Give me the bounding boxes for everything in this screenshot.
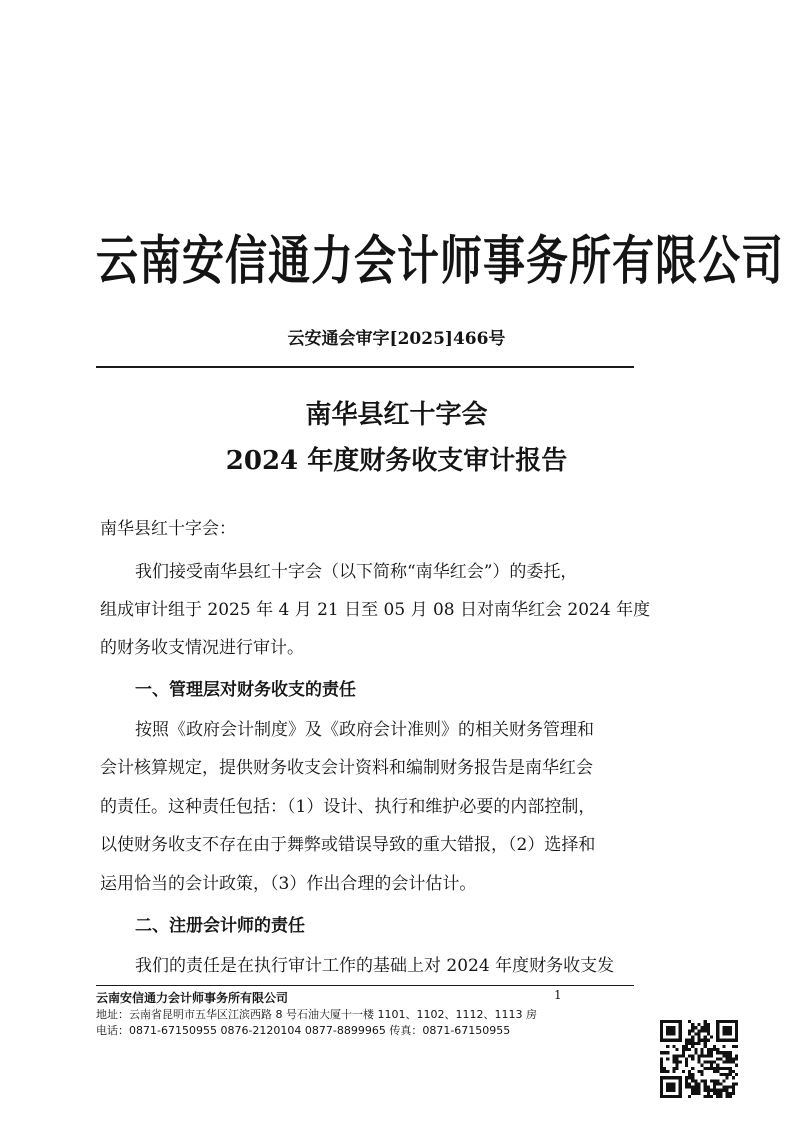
paragraph-line: 的责任。这种责任包括：（1）设计、执行和维护必要的内部控制，	[100, 797, 596, 817]
header-divider	[96, 366, 634, 368]
paragraph-line: 的财务收支情况进行审计。	[100, 638, 304, 658]
paragraph-line: 以使财务收支不存在由于舞弊或错误导致的重大错报，（2）选择和	[100, 835, 596, 855]
page-number: 1	[554, 988, 562, 1002]
qr-code-icon	[660, 1020, 738, 1098]
paragraph-line: 组成审计组于 2025 年 4 月 21 日至 05 月 08 日对南华红会 2024 年度	[100, 600, 651, 620]
paragraph-line: 按照《政府会计制度》及《政府会计准则》的相关财务管理和	[135, 720, 594, 740]
footer-address: 地址：云南省昆明市五华区江滨西路 8 号石油大厦十一楼 1101、1102、1112、1113 房	[96, 1008, 537, 1021]
document-number: 云安通会审字[2025]466号	[287, 329, 506, 349]
section-heading: 二、注册会计师的责任	[135, 916, 305, 936]
footer-phone: 电话：0871-67150955 0876-2120104 0877-8899965 传真：0871-67150955	[96, 1024, 511, 1037]
footer-divider	[96, 985, 634, 986]
paragraph-line: 会计核算规定，提供财务收支会计资料和编制财务报告是南华红会	[100, 758, 593, 778]
section-heading: 一、管理层对财务收支的责任	[135, 680, 356, 700]
footer-firm-name: 云南安信通力会计师事务所有限公司	[96, 991, 289, 1005]
report-title-line1: 南华县红十字会	[305, 400, 488, 430]
paragraph-line: 我们的责任是在执行审计工作的基础上对 2024 年度财务收支发	[135, 956, 615, 976]
firm-name-heading: 云南安信通力会计师事务所有限公司	[96, 229, 785, 291]
paragraph-line: 运用恰当的会计政策，（3）作出合理的会计估计。	[100, 874, 477, 894]
paragraph-line: 我们接受南华县红十字会（以下简称“南华红会”）的委托，	[135, 562, 578, 582]
report-title-line2: 2024 年度财务收支审计报告	[225, 446, 568, 476]
salutation: 南华县红十字会：	[100, 519, 236, 539]
